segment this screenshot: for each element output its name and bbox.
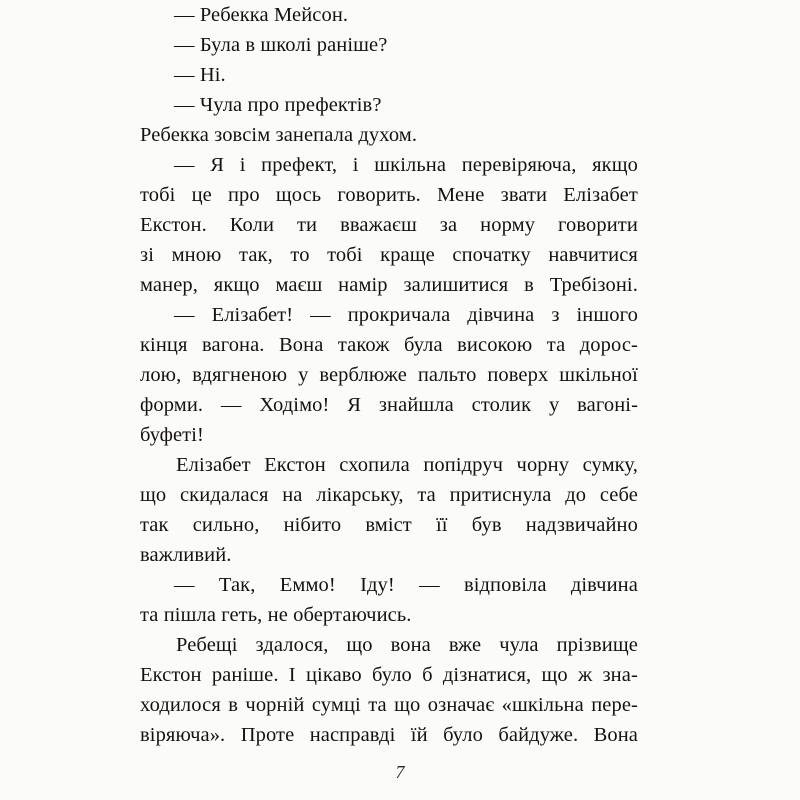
- word: її: [436, 514, 448, 536]
- word: то: [290, 244, 310, 266]
- word: вміст: [365, 514, 412, 536]
- word: мною: [171, 244, 222, 266]
- word: навчитися: [548, 244, 638, 266]
- word: пере-: [591, 694, 638, 716]
- word: була: [403, 334, 443, 356]
- text-line: — Ребекка Мейсон.: [174, 4, 349, 26]
- text-line: буфеті!: [140, 424, 204, 446]
- word: поверх: [487, 364, 549, 386]
- word: вагона.: [201, 334, 265, 356]
- word: їй: [410, 724, 428, 746]
- word: перевіряюча,: [461, 154, 577, 176]
- word: це: [191, 184, 212, 206]
- word: щось: [275, 184, 322, 206]
- word: норму: [480, 214, 536, 236]
- word: так: [140, 514, 169, 536]
- word: пальто: [417, 364, 477, 386]
- word: схопила: [339, 454, 410, 476]
- text-line: [140, 510, 638, 540]
- word: нібито: [283, 514, 342, 536]
- paragraph: [140, 450, 638, 570]
- word: ти: [296, 214, 318, 236]
- word: І: [288, 664, 296, 686]
- word: означає: [427, 694, 495, 716]
- text-line: [140, 720, 638, 750]
- paragraph: [140, 60, 638, 90]
- word: так,: [239, 244, 273, 266]
- word: Вона: [593, 724, 638, 746]
- word: лою,: [140, 364, 182, 386]
- word: був: [471, 514, 502, 536]
- paragraph: [140, 0, 638, 30]
- word: Елізабет: [563, 184, 638, 206]
- word: скидалася: [179, 484, 269, 506]
- word: здалося,: [255, 634, 329, 656]
- text-line: [140, 390, 638, 420]
- text-line: [140, 450, 638, 480]
- word: Коли: [229, 214, 275, 236]
- text-line: [140, 660, 638, 690]
- word: —: [174, 154, 195, 176]
- word: Екстон.: [140, 214, 207, 236]
- text-line: [140, 240, 638, 270]
- text-line: [140, 180, 638, 210]
- word: шкільна: [374, 154, 447, 176]
- paragraph: [140, 570, 638, 630]
- text-line: — Була в школі раніше?: [174, 34, 388, 56]
- word: —: [419, 574, 440, 596]
- word: відповіла: [463, 574, 547, 596]
- word: Еммо!: [279, 574, 336, 596]
- text-line: [140, 480, 638, 510]
- word: Требізоні.: [549, 274, 638, 296]
- word: тобі: [140, 184, 176, 206]
- word: у: [298, 364, 309, 386]
- word: на: [282, 484, 303, 506]
- word: —: [310, 304, 331, 326]
- text-line: [140, 300, 638, 330]
- word: Елізабет!: [211, 304, 294, 326]
- paragraph: [140, 90, 638, 120]
- word: цікаво: [305, 664, 362, 686]
- word: —: [220, 394, 242, 416]
- paragraph: [140, 630, 638, 750]
- word: притиснула: [449, 484, 552, 506]
- word: з: [551, 304, 560, 326]
- word: вже: [448, 634, 482, 656]
- word: надзвичайно: [525, 514, 638, 536]
- word: що: [346, 634, 373, 656]
- word: якщо: [592, 154, 638, 176]
- text-line: [140, 570, 638, 600]
- word: зі: [140, 244, 154, 266]
- word: та: [546, 334, 566, 356]
- word: що: [140, 484, 167, 506]
- word: Елізабет: [176, 454, 251, 476]
- page-text-block: [140, 0, 638, 750]
- word: було: [372, 664, 412, 686]
- word: Мене: [436, 184, 485, 206]
- word: вважаєш: [340, 214, 417, 236]
- paragraph: [140, 150, 638, 300]
- word: насправді: [309, 724, 396, 746]
- word: Ходімо!: [259, 394, 330, 416]
- paragraph: [140, 120, 638, 150]
- word: «шкільна: [501, 694, 584, 716]
- text-line: [140, 360, 638, 390]
- word: в: [524, 274, 534, 296]
- text-line: [140, 210, 638, 240]
- word: сумку,: [582, 454, 638, 476]
- word: що: [394, 694, 421, 716]
- text-line: важливий.: [140, 544, 232, 566]
- word: префект,: [261, 154, 338, 176]
- word: залишитися: [403, 274, 509, 296]
- word: сильно,: [192, 514, 260, 536]
- word: дівчина: [467, 304, 535, 326]
- word: за: [439, 214, 458, 236]
- word: якщо: [213, 274, 260, 296]
- word: чорну: [516, 454, 570, 476]
- word: Ребещі: [176, 634, 238, 656]
- word: манер,: [140, 274, 198, 296]
- text-line: Ребекка зовсім занепала духом.: [140, 124, 418, 146]
- text-line: [140, 270, 638, 300]
- word: також: [337, 334, 390, 356]
- word: кінця: [140, 334, 188, 356]
- text-line: — Ні.: [174, 64, 226, 86]
- word: ходилося: [140, 694, 221, 716]
- word: верблюже: [319, 364, 407, 386]
- word: лікарську,: [316, 484, 404, 506]
- word: б: [422, 664, 433, 686]
- word: іншого: [576, 304, 638, 326]
- word: та: [368, 694, 387, 716]
- page-number: 7: [395, 762, 405, 782]
- word: дівчина: [570, 574, 638, 596]
- word: краще: [380, 244, 435, 266]
- word: —: [174, 574, 195, 596]
- text-line: та пішла геть, не обертаючись.: [140, 604, 412, 626]
- word: намір: [338, 274, 388, 296]
- word: сумці: [311, 694, 361, 716]
- word: Екстон: [140, 664, 202, 686]
- word: було: [443, 724, 483, 746]
- word: говорить.: [337, 184, 421, 206]
- word: Так,: [218, 574, 256, 596]
- word: віряюча».: [140, 724, 226, 746]
- paragraph: [140, 300, 638, 450]
- paragraph: [140, 30, 638, 60]
- word: вагоні-: [577, 394, 638, 416]
- word: прокричала: [347, 304, 451, 326]
- word: звати: [500, 184, 548, 206]
- word: раніше.: [211, 664, 279, 686]
- word: високою: [457, 334, 533, 356]
- word: чула: [499, 634, 539, 656]
- text-line: — Чула про префектів?: [174, 94, 382, 116]
- text-line: [140, 330, 638, 360]
- word: Я: [347, 394, 362, 416]
- word: і: [352, 154, 359, 176]
- word: дорос-: [579, 334, 638, 356]
- word: шкільної: [559, 364, 638, 386]
- word: спочатку: [452, 244, 531, 266]
- word: Іду!: [360, 574, 395, 596]
- word: вдягненою: [192, 364, 288, 386]
- word: тобі: [327, 244, 363, 266]
- word: —: [174, 304, 195, 326]
- word: прізвище: [556, 634, 638, 656]
- word: Екстон: [264, 454, 326, 476]
- text-line: [140, 630, 638, 660]
- word: говорити: [558, 214, 638, 236]
- word: у: [548, 394, 560, 416]
- text-line: [140, 150, 638, 180]
- word: байдуже.: [498, 724, 579, 746]
- word: Проте: [240, 724, 295, 746]
- word: себе: [599, 484, 638, 506]
- word: Я: [210, 154, 225, 176]
- word: зна-: [602, 664, 638, 686]
- word: і: [239, 154, 246, 176]
- word: та: [417, 484, 436, 506]
- word: що: [541, 664, 568, 686]
- word: чорній: [245, 694, 305, 716]
- word: попідруч: [423, 454, 504, 476]
- word: дізнатися,: [442, 664, 532, 686]
- word: маєш: [275, 274, 323, 296]
- word: знайшла: [378, 394, 454, 416]
- word: в: [228, 694, 239, 716]
- word: Вона: [279, 334, 324, 356]
- word: столик: [471, 394, 532, 416]
- word: ж: [577, 664, 593, 686]
- word: про: [227, 184, 260, 206]
- word: до: [565, 484, 587, 506]
- word: форми.: [140, 394, 204, 416]
- text-line: [140, 690, 638, 720]
- word: вона: [390, 634, 431, 656]
